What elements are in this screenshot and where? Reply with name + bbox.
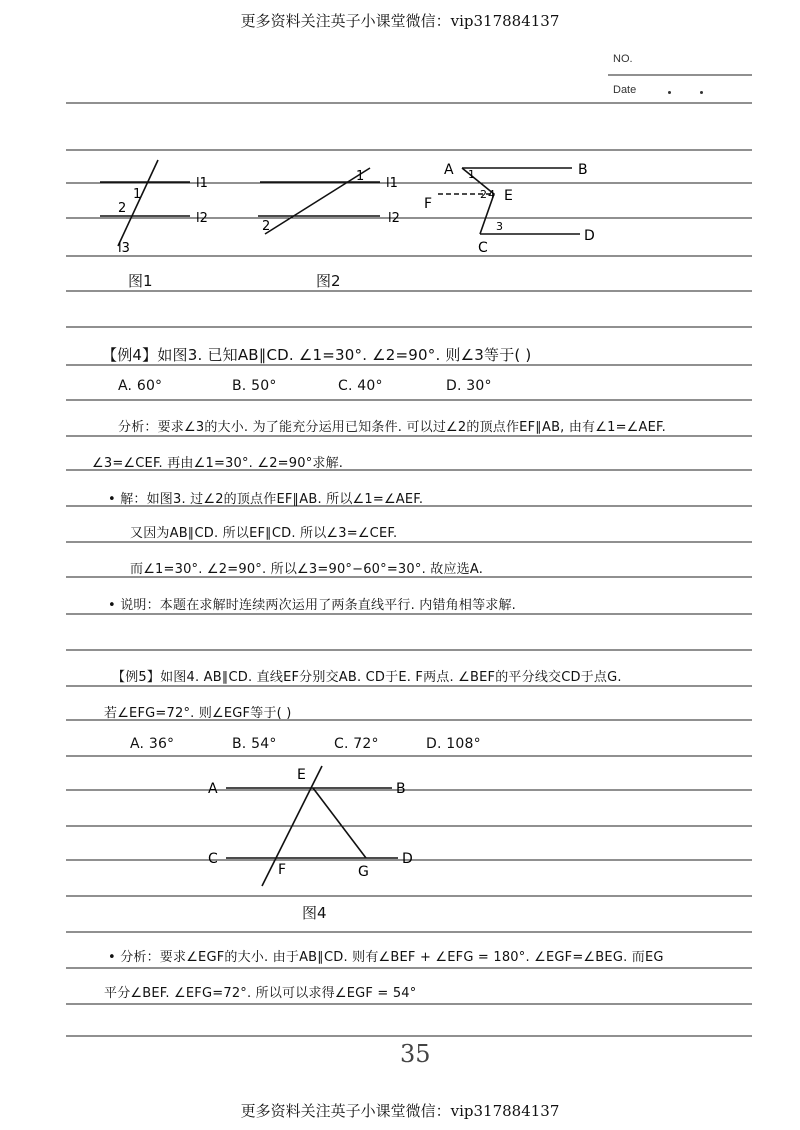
example4-analysis-line2: ∠3=∠CEF. 再由∠1=30°. ∠2=90°求解.: [92, 456, 344, 471]
fig1-angle-2: 2: [118, 201, 127, 216]
example4-note: • 说明：本题在求解时连续两次运用了两条直线平行. 内错角相等求解.: [108, 598, 516, 613]
example4-option-d: D. 30°: [446, 378, 492, 394]
fig2-label-l1: l1: [386, 176, 398, 191]
line-EG: [313, 788, 366, 858]
example4-analysis-line1: 分析：要求∠3的大小. 为了能充分运用已知条件. 可以过∠2的顶点作EF∥AB, 由有∠1=∠AEF.: [118, 420, 666, 435]
figure-2: [258, 168, 400, 234]
header-banner: 更多资料关注英子小课堂微信：vip317884137: [240, 12, 560, 30]
example5-option-d: D. 108°: [426, 736, 481, 752]
fig3-point-D: D: [584, 228, 595, 244]
line-EF: [262, 766, 322, 886]
fig1-label-l2: l2: [196, 211, 208, 226]
example5-option-b: B. 54°: [232, 736, 277, 752]
fig4-point-B: B: [396, 781, 406, 797]
broken-line: [462, 168, 494, 234]
example4-option-a: A. 60°: [118, 378, 163, 394]
example5-question-text: 如图4. AB∥CD. 直线EF分别交AB. CD于E. F两点. ∠BEF的平分线交CD于点G.: [160, 670, 622, 685]
fig2-label-l2: l2: [388, 211, 400, 226]
example4-solution-line3: 而∠1=30°. ∠2=90°. 所以∠3=90°−60°=30°. 故应选A.: [130, 562, 484, 577]
example4-option-b: B. 50°: [232, 378, 277, 394]
fig3-point-A: A: [444, 162, 454, 178]
example5-option-c: C. 72°: [334, 736, 379, 752]
example4-tag: 【例4】: [102, 346, 158, 364]
fig2-caption: 图2: [316, 272, 341, 290]
fig3-point-B: B: [578, 162, 588, 178]
fig3-point-E: E: [504, 188, 513, 204]
fig4-point-A: A: [208, 781, 218, 797]
fig1-angle-1: 1: [133, 187, 142, 202]
date-dot: [700, 91, 703, 94]
figure-3: [424, 162, 595, 256]
fig3-point-F: F: [424, 196, 433, 212]
fig4-point-F: F: [278, 862, 287, 878]
fig3-angle-1: 1: [468, 168, 475, 181]
date-dot: [668, 91, 671, 94]
example4-question: [102, 344, 531, 365]
fig4-point-E: E: [297, 767, 306, 783]
fig1-label-l3: l3: [118, 241, 130, 256]
fig4-point-D: D: [402, 851, 413, 867]
fig2-angle-2: 2: [262, 219, 271, 234]
example5-option-a: A. 36°: [130, 736, 175, 752]
fig3-point-C: C: [478, 240, 488, 256]
notebook-no-label: NO.: [613, 53, 633, 65]
figure-1: [100, 160, 208, 256]
fig1-caption: 图1: [128, 272, 153, 290]
figures-top: [0, 150, 800, 290]
footer-banner: 更多资料关注英子小课堂微信：vip317884137: [240, 1102, 560, 1120]
page-number: 35: [400, 1040, 431, 1068]
fig3-angle-4: 4: [488, 188, 495, 201]
example4-question-text: 如图3. 已知AB∥CD. ∠1=30°. ∠2=90°. 则∠3等于( ): [157, 346, 532, 364]
fig3-angle-2: 2: [480, 188, 487, 201]
transversal: [265, 168, 370, 234]
fig4-point-C: C: [208, 851, 218, 867]
example5-tag: 【例5】: [112, 670, 161, 685]
notebook-date-label: Date: [613, 84, 637, 96]
example4-solution-line1: • 解：如图3. 过∠2的顶点作EF∥AB. 所以∠1=∠AEF.: [108, 492, 424, 507]
fig3-angle-3: 3: [496, 220, 503, 233]
example5-question-line1: [112, 666, 622, 685]
fig2-angle-1: 1: [356, 169, 365, 184]
fig1-label-l1: l1: [196, 176, 208, 191]
example5-analysis-line1: • 分析：要求∠EGF的大小. 由于AB∥CD. 则有∠BEF + ∠EFG = 180°. ∠EGF=∠BEG. 而EG: [108, 950, 664, 965]
example5-analysis-line2: 平分∠BEF. ∠EFG=72°. 所以可以求得∠EGF = 54°: [104, 986, 417, 1001]
example4-option-c: C. 40°: [338, 378, 383, 394]
fig4-caption: 图4: [302, 904, 327, 922]
example4-solution-line2: 又因为AB∥CD. 所以EF∥CD. 所以∠3=∠CEF.: [130, 526, 398, 541]
example5-question-line2: 若∠EFG=72°. 则∠EGF等于( ): [104, 706, 292, 721]
figure-4: [0, 760, 800, 890]
fig4-point-G: G: [358, 864, 369, 880]
